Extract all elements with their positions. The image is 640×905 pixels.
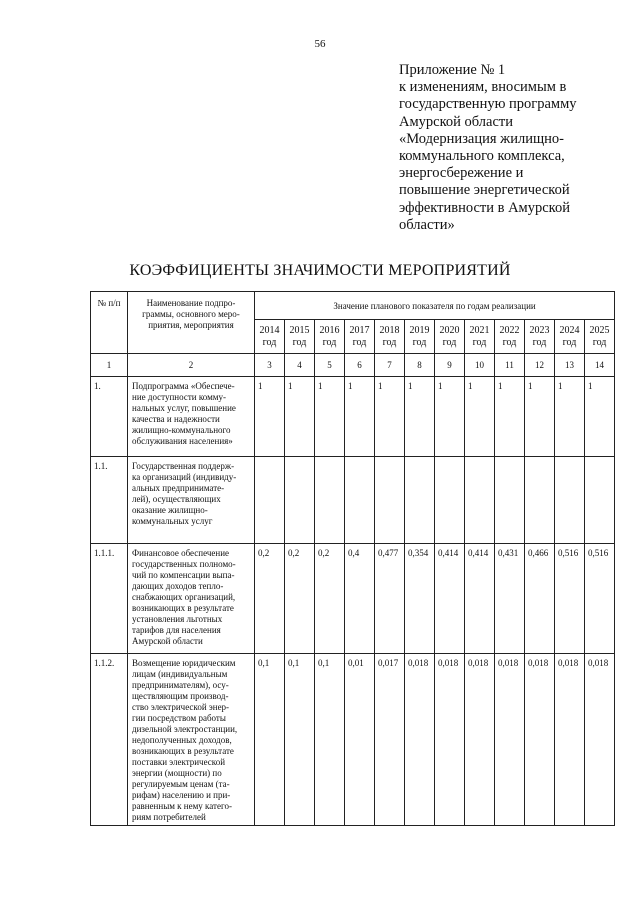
row-name-line: качества и надежности xyxy=(132,414,220,424)
coefficients-table xyxy=(90,291,615,826)
value-cell: 1 xyxy=(585,377,615,457)
row-name-line: возникающих в результате xyxy=(132,603,234,613)
header-year-label: 2018 xyxy=(379,325,400,336)
row-name-line: жилищно-коммунального xyxy=(132,425,231,435)
row-number: 1.1.1. xyxy=(91,544,128,654)
header-year-label: 2019 xyxy=(409,325,430,336)
header-year-2019 xyxy=(405,320,435,354)
value-cell: 1 xyxy=(345,377,375,457)
row-name-line: возникающих в результате xyxy=(132,746,234,756)
row-name-line: ние доступности комму- xyxy=(132,392,226,402)
header-year-unit: год xyxy=(592,336,607,348)
document-title: КОЭФФИЦИЕНТЫ ЗНАЧИМОСТИ МЕРОПРИЯТИЙ xyxy=(129,262,511,279)
value-cell: 0,018 xyxy=(555,654,585,826)
column-index-cell: 3 xyxy=(255,354,285,377)
row-name xyxy=(128,654,255,826)
header-year-2020 xyxy=(435,320,465,354)
row-name-line: поставки электрической xyxy=(132,757,226,767)
appendix-note xyxy=(399,62,614,234)
row-name-line: дизельной электростанции, xyxy=(132,724,238,734)
header-year-unit: год xyxy=(442,336,457,348)
value-cell: 0,431 xyxy=(495,544,525,654)
header-year-label: 2020 xyxy=(439,325,460,336)
row-name-line: ществляющим производ- xyxy=(132,691,229,701)
header-year-unit: год xyxy=(262,336,277,348)
header-name-line: граммы, основного меро- xyxy=(142,309,240,319)
header-year-2017 xyxy=(345,320,375,354)
header-year-2024 xyxy=(555,320,585,354)
row-name-line: недополученных доходов, xyxy=(132,735,232,745)
value-cell: 1 xyxy=(405,377,435,457)
value-cell: 0,1 xyxy=(255,654,285,826)
row-name-line: энергии (мощности) по xyxy=(132,768,222,778)
value-cell xyxy=(495,457,525,544)
table-row xyxy=(91,377,615,457)
value-cell: 0,414 xyxy=(465,544,495,654)
header-name-line: Наименование подпро- xyxy=(146,298,236,308)
row-name xyxy=(128,377,255,457)
value-cell: 0,017 xyxy=(375,654,405,826)
header-year-label: 2021 xyxy=(469,325,490,336)
header-year-2025 xyxy=(585,320,615,354)
column-index-cell: 8 xyxy=(405,354,435,377)
value-cell xyxy=(345,457,375,544)
header-year-unit: год xyxy=(352,336,367,348)
row-name-line: нальных услуг, повышение xyxy=(132,403,236,413)
header-year-label: 2022 xyxy=(499,325,520,336)
header-year-unit: год xyxy=(562,336,577,348)
header-year-2014 xyxy=(255,320,285,354)
appendix-line: области» xyxy=(399,216,455,233)
value-cell: 0,2 xyxy=(255,544,285,654)
row-name-line: Амурской области xyxy=(132,636,203,646)
appendix-line: государственную программу xyxy=(399,96,577,113)
row-name-line: рифам) населению и при- xyxy=(132,790,231,800)
value-cell xyxy=(585,457,615,544)
row-name-line: установления льготных xyxy=(132,614,223,624)
column-index-cell: 12 xyxy=(525,354,555,377)
value-cell: 0,354 xyxy=(405,544,435,654)
value-cell xyxy=(435,457,465,544)
column-index-cell: 6 xyxy=(345,354,375,377)
value-cell xyxy=(255,457,285,544)
row-name-line: равненным к нему катего- xyxy=(132,801,232,811)
header-year-unit: год xyxy=(472,336,487,348)
row-name-line: лицам (индивидуальным xyxy=(132,669,228,679)
row-name-line: государственных полномо- xyxy=(132,559,236,569)
row-name-line: чий по компенсации выпа- xyxy=(132,570,235,580)
row-name-line: оказание жилищно- xyxy=(132,505,208,515)
value-cell: 0,018 xyxy=(585,654,615,826)
value-cell xyxy=(465,457,495,544)
row-name-line: дающих доходов тепло- xyxy=(132,581,224,591)
value-cell: 1 xyxy=(465,377,495,457)
column-index-row xyxy=(91,354,615,377)
column-index-cell: 2 xyxy=(128,354,255,377)
table-row xyxy=(91,544,615,654)
header-year-unit: год xyxy=(412,336,427,348)
column-index-cell: 9 xyxy=(435,354,465,377)
appendix-line: коммунального комплекса, xyxy=(399,148,565,165)
value-cell: 1 xyxy=(525,377,555,457)
header-year-label: 2025 xyxy=(589,325,610,336)
header-year-unit: год xyxy=(532,336,547,348)
value-cell: 0,477 xyxy=(375,544,405,654)
value-cell: 0,1 xyxy=(315,654,345,826)
value-cell: 1 xyxy=(285,377,315,457)
value-cell xyxy=(525,457,555,544)
row-name-line: ство электрической энер- xyxy=(132,702,230,712)
row-name-line: Возмещение юридическим xyxy=(132,658,236,668)
value-cell xyxy=(555,457,585,544)
value-cell: 0,018 xyxy=(525,654,555,826)
value-cell: 0,4 xyxy=(345,544,375,654)
value-cell: 0,516 xyxy=(585,544,615,654)
appendix-line: к изменениям, вносимым в xyxy=(399,79,567,96)
value-cell: 0,018 xyxy=(495,654,525,826)
value-cell: 0,2 xyxy=(285,544,315,654)
column-index-cell: 1 xyxy=(91,354,128,377)
value-cell: 1 xyxy=(255,377,285,457)
header-name-line: приятия, мероприятия xyxy=(148,320,234,330)
appendix-line: Приложение № 1 xyxy=(399,62,506,78)
appendix-line: энергосбережение и xyxy=(399,165,524,182)
value-cell: 1 xyxy=(495,377,525,457)
header-year-2021 xyxy=(465,320,495,354)
header-year-label: 2015 xyxy=(289,325,310,336)
header-year-2023 xyxy=(525,320,555,354)
table-row xyxy=(91,654,615,826)
column-index-cell: 4 xyxy=(285,354,315,377)
value-cell xyxy=(405,457,435,544)
appendix-line: Амурской области xyxy=(399,113,513,130)
row-name-line: альных предпринимате- xyxy=(132,483,225,493)
header-year-unit: год xyxy=(292,336,307,348)
header-year-2016 xyxy=(315,320,345,354)
value-cell: 0,01 xyxy=(345,654,375,826)
header-year-unit: год xyxy=(322,336,337,348)
header-year-label: 2023 xyxy=(529,325,550,336)
appendix-line: «Модернизация жилищно- xyxy=(399,130,564,147)
column-index-cell: 14 xyxy=(585,354,615,377)
row-name xyxy=(128,544,255,654)
row-name-line: гии посредством работы xyxy=(132,713,226,723)
value-cell: 0,018 xyxy=(405,654,435,826)
column-index-cell: 10 xyxy=(465,354,495,377)
row-name xyxy=(128,457,255,544)
header-year-2022 xyxy=(495,320,525,354)
value-cell xyxy=(315,457,345,544)
value-cell: 0,516 xyxy=(555,544,585,654)
header-year-label: 2016 xyxy=(319,325,340,336)
column-index-cell: 7 xyxy=(375,354,405,377)
row-name-line: лей), осуществляющих xyxy=(132,494,221,504)
row-name-line: ка организаций (индивиду- xyxy=(132,472,237,482)
value-cell: 0,1 xyxy=(285,654,315,826)
header-year-2015 xyxy=(285,320,315,354)
row-name-line: риям потребителей xyxy=(132,812,206,822)
value-cell: 0,2 xyxy=(315,544,345,654)
header-year-label: 2024 xyxy=(559,325,580,336)
value-cell: 1 xyxy=(435,377,465,457)
appendix-line: эффективности в Амурской xyxy=(399,199,570,216)
value-cell: 1 xyxy=(555,377,585,457)
row-name-line: снабжающих организаций, xyxy=(132,592,236,602)
header-year-unit: год xyxy=(502,336,517,348)
row-name-line: регулируемым ценам (та- xyxy=(132,779,230,789)
row-name-line: Подпрограмма «Обеспече- xyxy=(132,381,235,391)
header-number: № п/п xyxy=(91,292,128,354)
value-cell: 1 xyxy=(315,377,345,457)
header-year-2018 xyxy=(375,320,405,354)
header-year-unit: год xyxy=(382,336,397,348)
header-year-label: 2017 xyxy=(349,325,370,336)
row-name-line: обслуживания населения» xyxy=(132,436,233,446)
value-cell: 1 xyxy=(375,377,405,457)
header-year-group: Значение планового показателя по годам реализации xyxy=(255,292,615,320)
value-cell: 0,018 xyxy=(465,654,495,826)
row-name-line: коммунальных услуг xyxy=(132,516,213,526)
column-index-cell: 11 xyxy=(495,354,525,377)
value-cell xyxy=(375,457,405,544)
row-name-line: Финансовое обеспечение xyxy=(132,548,230,558)
value-cell: 0,414 xyxy=(435,544,465,654)
column-index-cell: 5 xyxy=(315,354,345,377)
row-name-line: Государственная поддерж- xyxy=(132,461,235,471)
row-number: 1.1. xyxy=(91,457,128,544)
table-row xyxy=(91,457,615,544)
value-cell: 0,466 xyxy=(525,544,555,654)
value-cell: 0,018 xyxy=(435,654,465,826)
row-name-line: тарифов для населения xyxy=(132,625,221,635)
page-number: 56 xyxy=(314,38,326,50)
row-number: 1.1.2. xyxy=(91,654,128,826)
value-cell xyxy=(285,457,315,544)
header-year-label: 2014 xyxy=(259,325,280,336)
appendix-line: повышение энергетической xyxy=(399,182,570,199)
column-index-cell: 13 xyxy=(555,354,585,377)
header-name xyxy=(128,292,255,354)
row-number: 1. xyxy=(91,377,128,457)
row-name-line: предпринимателям), осу- xyxy=(132,680,229,690)
